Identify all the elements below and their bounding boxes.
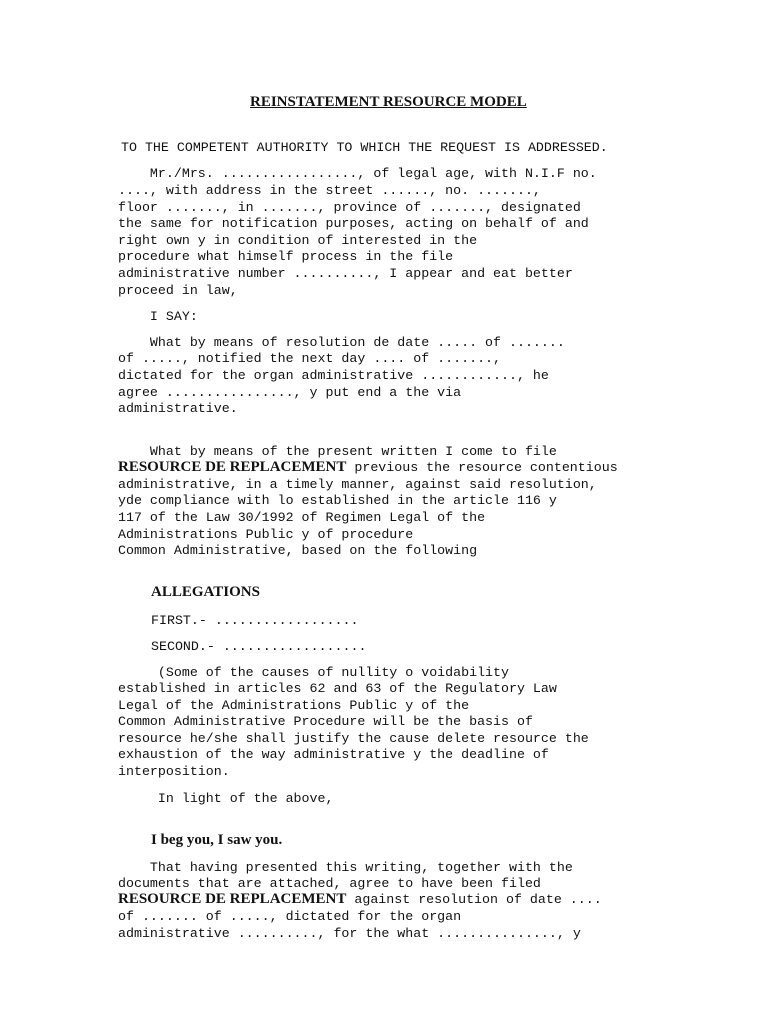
intro-line: procedure what himself process in the file <box>118 249 454 264</box>
closing-line-resource <box>118 891 602 908</box>
para2-line-rest: previous the resource contentious <box>346 460 618 475</box>
resource-replacement-label: RESOURCE DE REPLACEMENT <box>118 459 347 475</box>
para1-line: What by means of resolution de date ..... of ....... <box>118 335 565 350</box>
nullity-note-line: Legal of the Administrations Public y of the <box>118 698 470 713</box>
second-allegation: SECOND.- .................. <box>151 639 367 654</box>
beg-heading: I beg you, I saw you. <box>151 832 283 848</box>
allegations-heading: ALLEGATIONS <box>151 584 260 600</box>
para1-line: dictated for the organ administrative ............, he <box>118 368 549 383</box>
in-light-line: In light of the above, <box>118 791 334 806</box>
para2-line: Common Administrative, based on the following <box>118 543 478 558</box>
closing-line: administrative .........., for the what ..............., y <box>118 926 581 941</box>
para2-line: 117 of the Law 30/1992 of Regimen Legal of the <box>118 510 486 525</box>
nullity-note-line: interposition. <box>118 764 230 779</box>
closing-line: of ....... of ....., dictated for the organ <box>118 909 462 924</box>
intro-line: administrative number .........., I appear and eat better <box>118 266 573 281</box>
para1-line: agree ................, y put end a the via <box>118 385 462 400</box>
resource-replacement-label: RESOURCE DE REPLACEMENT <box>118 891 347 907</box>
para2-line: administrative, in a timely manner, against said resolution, <box>118 477 597 492</box>
para1-line: administrative. <box>118 401 238 416</box>
first-allegation: FIRST.- .................. <box>151 613 359 628</box>
closing-line: That having presented this writing, together with the <box>118 860 573 875</box>
document-title: REINSTATEMENT RESOURCE MODEL <box>250 94 527 110</box>
intro-line: floor ......., in ......., province of ......., designated <box>118 200 581 215</box>
para2-line: Administrations Public y of procedure <box>118 527 414 542</box>
intro-line: proceed in law, <box>118 283 238 298</box>
nullity-note-line: exhaustion of the way administrative y the deadline of <box>118 747 549 762</box>
nullity-note-line: Common Administrative Procedure will be the basis of <box>118 714 533 729</box>
intro-line: ...., with address in the street ......, no. ......., <box>118 183 541 198</box>
para2-line-resource <box>118 459 618 476</box>
intro-line: the same for notification purposes, acting on behalf of and <box>118 216 589 231</box>
closing-line-rest: against resolution of date .... <box>346 892 602 907</box>
i-say-line: I SAY: <box>118 309 198 324</box>
nullity-note-line: established in articles 62 and 63 of the Regulatory Law <box>118 681 557 696</box>
nullity-note-line: resource he/she shall justify the cause delete resource the <box>118 731 589 746</box>
nullity-note-line: (Some of the causes of nullity o voidability <box>118 665 509 680</box>
closing-line: documents that are attached, agree to have been filed <box>118 876 541 891</box>
intro-line: Mr./Mrs. ................., of legal age, with N.I.F no. <box>118 166 597 181</box>
para2-line: What by means of the present written I come to file <box>118 444 557 459</box>
para2-line: yde compliance with lo established in the article 116 y <box>118 493 557 508</box>
para1-line: of ....., notified the next day .... of ......., <box>118 351 502 366</box>
intro-line: right own y in condition of interested in the <box>118 233 478 248</box>
addressee-line: TO THE COMPETENT AUTHORITY TO WHICH THE REQUEST IS ADDRESSED. <box>121 140 608 155</box>
